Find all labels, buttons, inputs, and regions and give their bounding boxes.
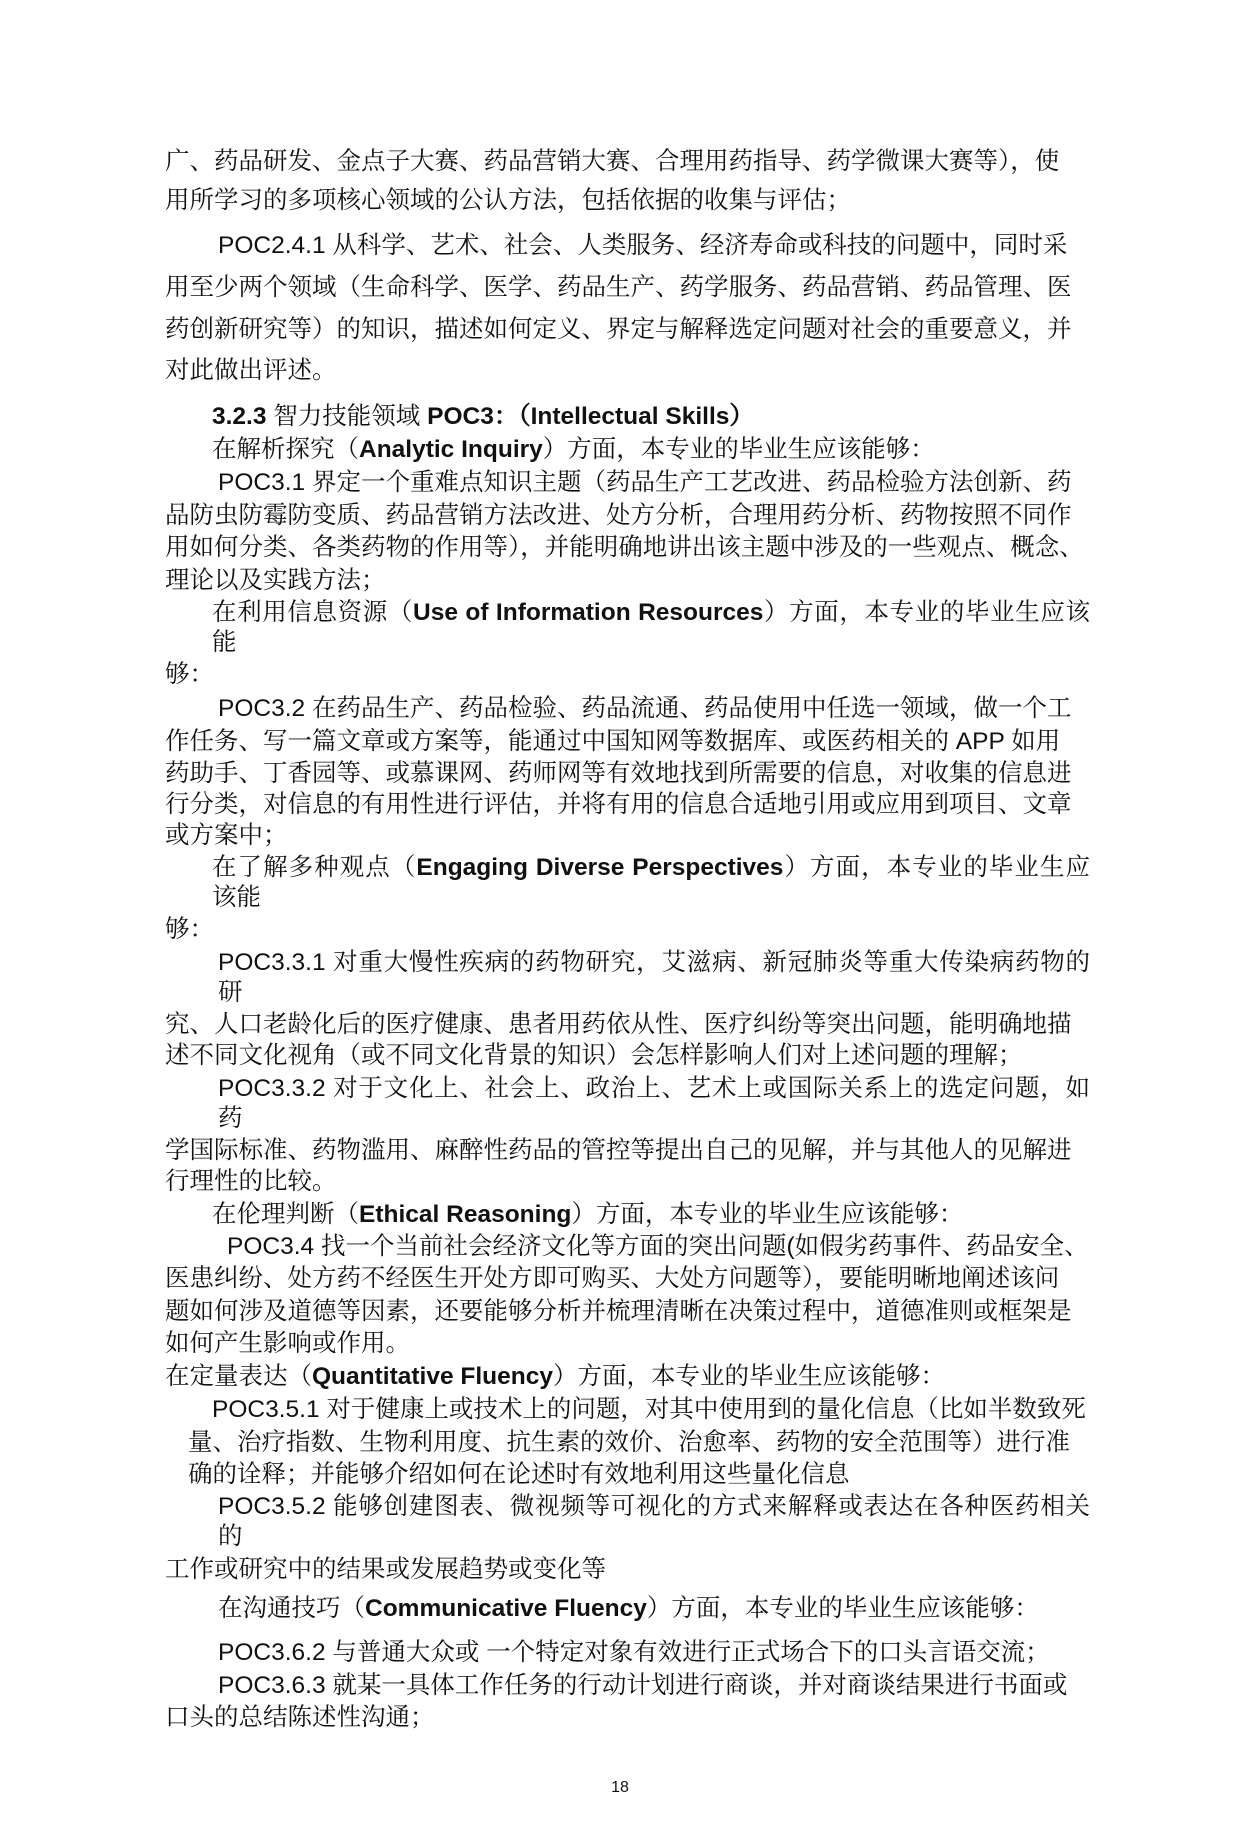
text-line <box>165 660 1090 690</box>
line-text: 够： <box>165 661 214 688</box>
section-heading-line <box>165 598 1090 658</box>
text-line <box>165 468 1090 498</box>
line-text: POC3.5.2 能够创建图表、微视频等可视化的方式来解释或表达在各种医药相关的 <box>218 1493 1090 1550</box>
text-line <box>165 1297 1090 1327</box>
section-heading-line <box>165 402 1090 432</box>
text-line <box>165 915 1090 945</box>
text-line <box>165 821 1090 851</box>
bold-term: Quantitative Fluency <box>312 1363 553 1390</box>
line-text: 理论以及实践方法； <box>165 567 386 594</box>
text-line <box>165 1010 1090 1040</box>
bold-term: Ethical Reasoning <box>359 1201 572 1228</box>
text-line <box>165 727 1090 757</box>
text-line <box>165 1555 1090 1585</box>
text-line <box>165 1041 1090 1071</box>
line-text: 品防虫防霉防变质、药品营销方法改进、处方分析，合理用药分析、药物按照不同作 <box>165 502 1072 529</box>
line-text: POC3.1 界定一个重难点知识主题（药品生产工艺改进、药品检验方法创新、药 <box>218 469 1072 496</box>
line-text: 够： <box>165 916 214 943</box>
line-text: 智力技能领域 <box>273 403 428 430</box>
text-line <box>165 356 1090 386</box>
line-text: 用至少两个领域（生命科学、医学、药品生产、药学服务、药品营销、药品管理、医 <box>165 274 1072 301</box>
line-text: POC3.3.2 对于文化上、社会上、政治上、艺术上或国际关系上的选定问题，如药 <box>218 1075 1090 1132</box>
text-line <box>165 501 1090 531</box>
line-text: ）方面，本专业的毕业生应该能够： <box>552 1363 945 1390</box>
line-text: 确的诠释；并能够介绍如何在论述时有效地利用这些量化信息 <box>188 1461 850 1488</box>
line-text: 如何产生影响或作用。 <box>165 1330 410 1357</box>
line-text: 药助手、丁香园等、或慕课网、药师网等有效地找到所需要的信息，对收集的信息进 <box>165 760 1072 787</box>
line-text: POC3.6.3 就某一具体工作任务的行动计划进行商谈，并对商谈结果进行书面或 <box>218 1672 1068 1699</box>
line-text: 在了解多种观点（ <box>212 854 417 881</box>
text-line <box>165 273 1090 303</box>
text-line <box>165 186 1090 216</box>
line-text: 广、药品研发、金点子大赛、药品营销大赛、合理用药指导、药学微课大赛等），使 <box>165 148 1060 175</box>
line-text: 在伦理判断（ <box>212 1201 359 1228</box>
text-line <box>165 1074 1090 1134</box>
line-text: 在解析探究（ <box>212 436 359 463</box>
line-text: 述不同文化视角（或不同文化背景的知识）会怎样影响人们对上述问题的理解； <box>165 1042 1023 1069</box>
line-text: 行分类，对信息的有用性进行评估，并将有用的信息合适地引用或应用到项目、文章 <box>165 791 1072 818</box>
bold-term: POC3：（Intellectual Skills） <box>427 403 754 430</box>
section-heading-line <box>165 1594 1090 1624</box>
text-line <box>165 1492 1090 1552</box>
page-number: 18 <box>611 1779 629 1796</box>
section-heading-line <box>165 435 1090 465</box>
text-line <box>165 566 1090 596</box>
line-text: 行理性的比较。 <box>165 1168 337 1195</box>
bold-term: Communicative Fluency <box>365 1595 647 1622</box>
line-text: POC3.5.1 对于健康上或技术上的问题，对其中使用到的量化信息（比如半数致死 <box>212 1396 1086 1423</box>
line-text: 在沟通技巧（ <box>218 1595 365 1622</box>
line-text: 用如何分类、各类药物的作用等），并能明确地讲出该主题中涉及的一些观点、概念、 <box>165 534 1084 561</box>
bold-term: 3.2.3 <box>212 403 274 430</box>
line-text: 药创新研究等）的知识，描述如何定义、界定与解释选定问题对社会的重要意义，并 <box>165 316 1072 343</box>
line-text: 用所学习的多项核心领域的公认方法，包括依据的收集与评估； <box>165 187 851 214</box>
line-text: ）方面，本专业的毕业生应该能够： <box>646 1595 1039 1622</box>
line-text: 口头的总结陈述性沟通； <box>165 1704 435 1731</box>
text-line <box>165 1232 1090 1262</box>
line-text: POC3.3.1 对重大慢性疾病的药物研究，艾滋病、新冠肺炎等重大传染病药物的研 <box>218 949 1090 1006</box>
text-line <box>165 1671 1090 1701</box>
line-text: POC3.6.2 与普通大众或 一个特定对象有效进行正式场合下的口头言语交流； <box>218 1639 1050 1666</box>
line-text: 工作或研究中的结果或发展趋势或变化等 <box>165 1556 606 1583</box>
line-text: 学国际标准、药物滥用、麻醉性药品的管控等提出自己的见解，并与其他人的见解进 <box>165 1137 1072 1164</box>
line-text: ）方面，本专业的毕业生应该能够： <box>542 436 935 463</box>
text-line <box>165 1264 1090 1294</box>
text-line <box>165 1428 1090 1458</box>
text-line <box>165 1329 1090 1359</box>
line-text: POC3.2 在药品生产、药品检验、药品流通、药品使用中任选一领域，做一个工 <box>218 695 1072 722</box>
text-line <box>165 315 1090 345</box>
section-heading-line <box>165 853 1090 913</box>
section-heading-line <box>165 1200 1090 1230</box>
line-text: POC3.4 找一个当前社会经济文化等方面的突出问题(如假劣药事件、药品安全、 <box>227 1233 1089 1260</box>
line-text: ）方面，本专业的毕业生应该能够： <box>571 1201 964 1228</box>
line-text: POC2.4.1 从科学、艺术、社会、人类服务、经济寿命或科技的问题中，同时采 <box>218 232 1068 259</box>
line-text: ）方面，本专业的毕业生应该能 <box>212 854 1091 911</box>
text-line <box>165 1703 1090 1733</box>
text-line <box>165 147 1090 177</box>
text-line <box>165 533 1090 563</box>
text-line <box>165 231 1090 261</box>
bold-term: Analytic Inquiry <box>359 436 543 463</box>
document-page <box>165 0 1090 1838</box>
line-text: 量、治疗指数、生物利用度、抗生素的效价、治愈率、药物的安全范围等）进行准 <box>188 1429 1070 1456</box>
section-heading-line <box>165 1362 1090 1392</box>
text-line <box>165 1136 1090 1166</box>
text-line <box>165 1638 1090 1668</box>
line-text: 作任务、写一篇文章或方案等，能通过中国知网等数据库、或医药相关的 APP 如用 <box>165 728 1061 755</box>
line-text: 究、人口老龄化后的医疗健康、患者用药依从性、医疗纠纷等突出问题，能明确地描 <box>165 1011 1072 1038</box>
text-line <box>165 1460 1090 1490</box>
text-line <box>165 759 1090 789</box>
line-text: 对此做出评述。 <box>165 357 337 384</box>
line-text: 医患纠纷、处方药不经医生开处方即可购买、大处方问题等），要能明晰地阐述该问 <box>165 1265 1060 1292</box>
text-line <box>165 948 1090 1008</box>
text-line <box>165 1167 1090 1197</box>
line-text: ）方面，本专业的毕业生应该能 <box>212 599 1091 656</box>
text-line <box>165 790 1090 820</box>
line-text: 在利用信息资源（ <box>212 599 413 626</box>
line-text: 或方案中； <box>165 822 288 849</box>
line-text: 在定量表达（ <box>165 1363 312 1390</box>
line-text: 题如何涉及道德等因素，还要能够分析并梳理清晰在决策过程中，道德准则或框架是 <box>165 1298 1072 1325</box>
bold-term: Use of Information Resources <box>413 599 764 626</box>
text-line <box>165 1395 1090 1425</box>
bold-term: Engaging Diverse Perspectives <box>416 854 784 881</box>
text-line <box>165 694 1090 724</box>
